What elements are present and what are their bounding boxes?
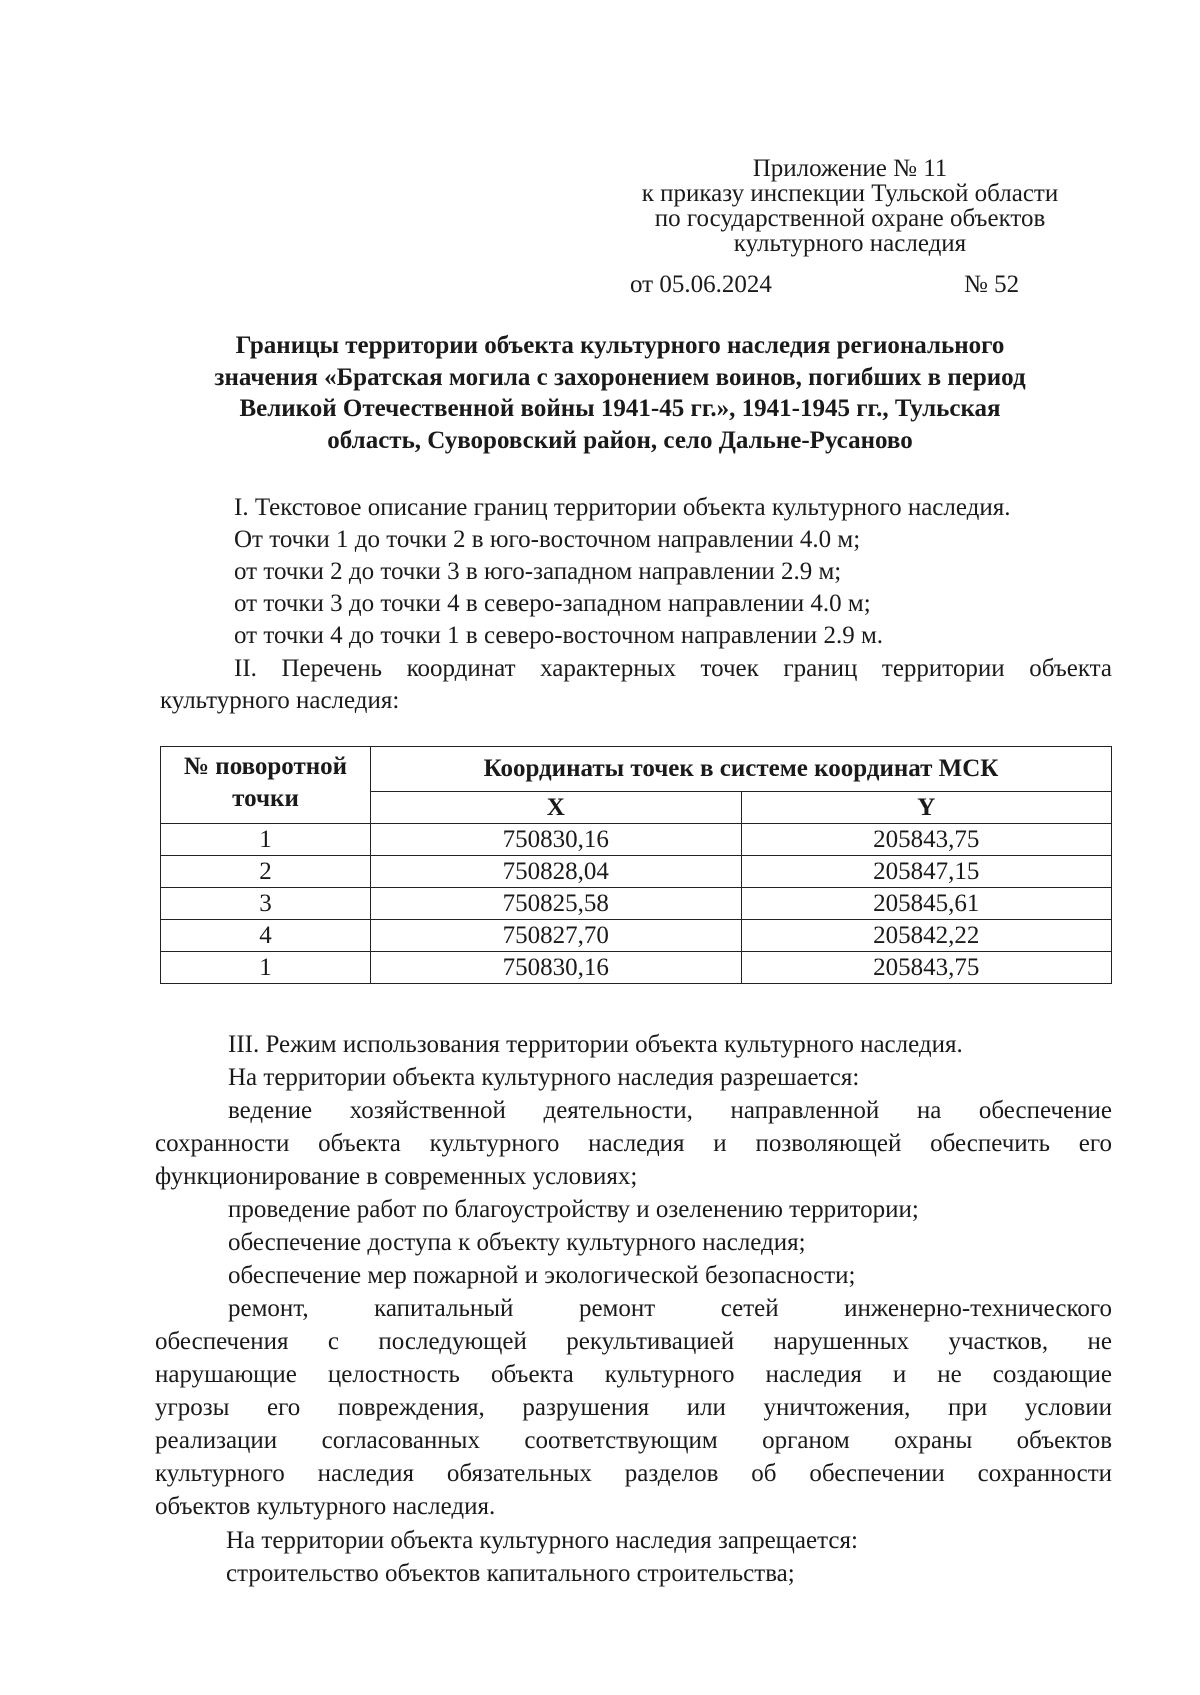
allowed-intro: На территории объекта культурного наследия разрешается: [228,1064,860,1091]
allowed-item: проведение работ по благоустройству и озеленению территории; [228,1196,919,1223]
document-title [160,330,1080,456]
boundary-line: от точки 3 до точки 4 в северо-западном направлении 4.0 м; [234,590,871,617]
allowed-item-line: нарушающие целостность объекта культурного наследия и не создающие [155,1361,1112,1388]
cell-y: 205847,15 [741,856,1112,888]
header-y: Y [741,792,1112,824]
section1-heading: I. Текстовое описание границ территории объекта культурного наследия. [234,494,1011,521]
cell-point: 2 [161,856,371,888]
cell-y: 205843,75 [741,824,1112,856]
cell-point: 4 [161,920,371,952]
header-coordinates: Координаты точек в системе координат МСК [371,747,1112,792]
cell-point: 1 [161,824,371,856]
section2-heading-cont: культурного наследия: [160,687,400,714]
table-row [161,888,1112,920]
table-row [161,920,1112,952]
allowed-item-line: ремонт, капитальный ремонт сетей инженерно-технического [228,1295,1112,1322]
prohibited-item: строительство объектов капитального строительства; [226,1560,795,1587]
title-line: Границы территории объекта культурного наследия регионального [235,332,1005,359]
section3-heading: III. Режим использования территории объекта культурного наследия. [228,1031,963,1058]
cell-y: 205845,61 [741,888,1112,920]
allowed-item-line: угрозы его повреждения, разрушения или уничтожения, при условии [155,1394,1112,1421]
cell-y: 205842,22 [741,920,1112,952]
appendix-line: Приложение № 11 [752,155,948,182]
allowed-item-line: ведение хозяйственной деятельности, направленной на обеспечение [228,1097,1112,1124]
allowed-item-line: функционирование в современных условиях; [155,1163,638,1190]
title-line: область, Суворовский район, село Дальне-Русаново [327,426,913,454]
cell-point: 3 [161,888,371,920]
table-row [161,856,1112,888]
allowed-item: обеспечение мер пожарной и экологической безопасности; [228,1262,856,1289]
cell-y: 205843,75 [741,952,1112,984]
boundary-line: от точки 4 до точки 1 в северо-восточном направлении 2.9 м. [234,622,884,649]
cell-x: 750830,16 [371,824,742,856]
coordinates-table [160,746,1112,984]
header-point-number: № поворотной точки [161,747,371,824]
cell-x: 750828,04 [371,856,742,888]
allowed-item-line: культурного наследия обязательных разделов об обеспечении сохранности [155,1460,1112,1487]
table-row [161,952,1112,984]
allowed-item-line: обеспечения с последующей рекультивацией нарушенных участков, не [155,1328,1112,1355]
cell-x: 750830,16 [371,952,742,984]
appendix-line: по государственной охране объектов [654,205,1046,232]
appendix-header [600,156,1100,256]
title-line: значения «Братская могила с захоронением воинов, погибших в период [214,363,1026,391]
allowed-item: обеспечение доступа к объекту культурного наследия; [228,1229,806,1256]
boundary-line: От точки 1 до точки 2 в юго-восточном направлении 4.0 м; [234,526,861,553]
section2-heading: II. Перечень координат характерных точек границ территории объекта [234,655,1112,682]
order-number: № 52 [964,271,1020,298]
cell-x: 750825,58 [371,888,742,920]
appendix-line: культурного наследия [733,230,967,257]
allowed-item-line: объектов культурного наследия. [155,1493,496,1520]
cell-point: 1 [161,952,371,984]
prohibited-intro: На территории объекта культурного наследия запрещается: [226,1527,858,1554]
header-x: X [371,792,742,824]
order-date: от 05.06.2024 [630,271,772,298]
appendix-line: к приказу инспекции Тульской области [641,180,1059,207]
boundary-line: от точки 2 до точки 3 в юго-западном направлении 2.9 м; [234,558,842,585]
title-line: Великой Отечественной войны 1941-45 гг.», 1941-1945 гг., Тульская [239,395,1001,422]
table-row [161,824,1112,856]
allowed-item-line: реализации согласованных соответствующим органом охраны объектов [155,1427,1112,1454]
allowed-item-line: сохранности объекта культурного наследия и позволяющей обеспечить его [155,1130,1112,1157]
cell-x: 750827,70 [371,920,742,952]
